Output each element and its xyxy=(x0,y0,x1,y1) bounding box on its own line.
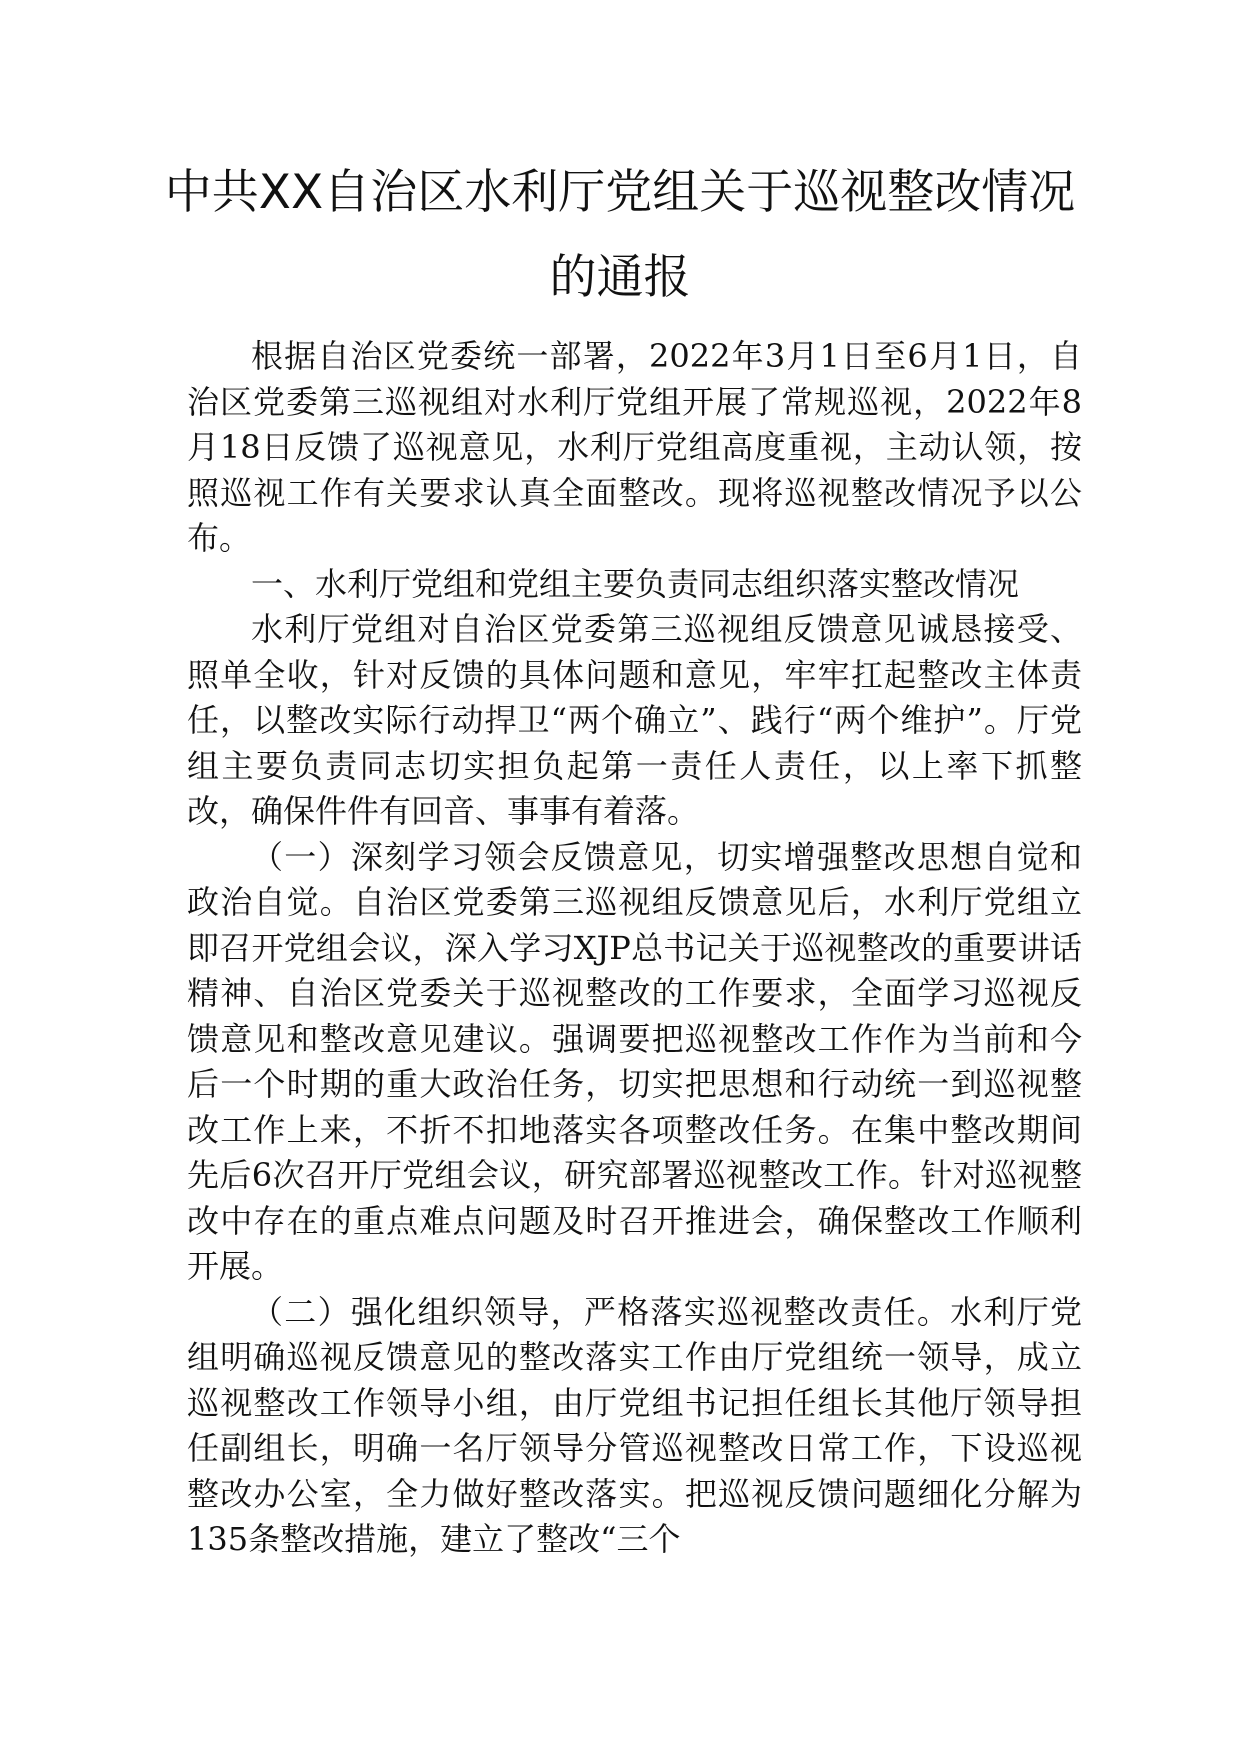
paragraph-section-1: 水利厅党组对自治区党委第三巡视组反馈意见诚恳接受、照单全收，针对反馈的具体问题和意见，牢牢扛起整改主体责任，以整改实际行动捍卫“两个确立”、践行“两个维护”。厅党组主要负责同志切实担负起第一责任人责任，以上率下抓整改，确保件件有回音、事事有着落。 xyxy=(187,610,1082,830)
paragraph-intro: 根据自治区党委统一部署，2022年3月1日至6月1日，自治区党委第三巡视组对水利厅党组开展了常规巡视，2022年8月18日反馈了巡视意见，水利厅党组高度重视，主动认领，按照巡视工作有关要求认真全面整改。现将巡视整改情况予以公布。 xyxy=(187,337,1082,557)
document-title: 中共XX自治区水利厅党组关于巡视整改情况的通报 xyxy=(164,165,1076,305)
paragraph-subsection-1: （一）深刻学习领会反馈意见，切实增强整改思想自觉和政治自觉。自治区党委第三巡视组反馈意见后，水利厅党组立即召开党组会议，深入学习XJP总书记关于巡视整改的重要讲话精神、自治区党委关于巡视整改的工作要求，全面学习巡视反馈意见和整改意见建议。强调要把巡视整改工作作为当前和今后一个时期的重大政治任务，切实把思想和行动统一到巡视整改工作上来，不折不扣地落实各项整改任务。在集中整改期间先后6次召开厅党组会议，研究部署巡视整改工作。针对巡视整改中存在的重点难点问题及时召开推进会，确保整改工作顺利开展。 xyxy=(187,837,1082,1285)
section-heading-1: 一、水利厅党组和党组主要负责同志组织落实整改情况 xyxy=(251,564,1020,603)
paragraph-subsection-2: （二）强化组织领导，严格落实巡视整改责任。水利厅党组明确巡视反馈意见的整改落实工作由厅党组统一领导，成立巡视整改工作领导小组，由厅党组书记担任组长其他厅领导担任副组长，明确一名厅领导分管巡视整改日常工作，下设巡视整改办公室，全力做好整改落实。把巡视反馈问题细化分解为135条整改措施，建立了整改“三个 xyxy=(187,1292,1082,1558)
document-body xyxy=(187,334,1082,1563)
